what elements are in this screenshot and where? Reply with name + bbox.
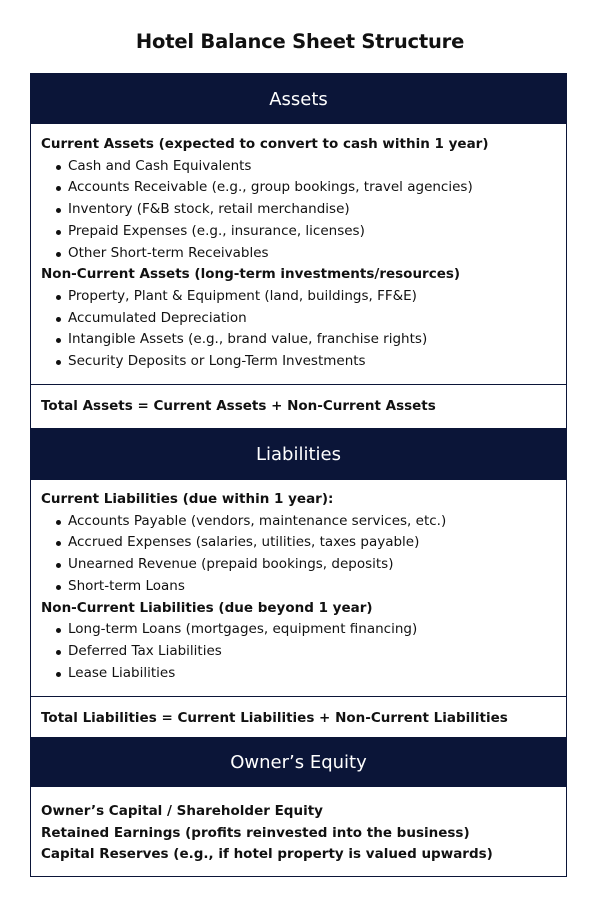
list-item: Accumulated Depreciation	[41, 308, 560, 330]
list-item: Short-term Loans	[41, 576, 560, 598]
equity-list	[41, 801, 560, 866]
list-item: Prepaid Expenses (e.g., insurance, licenses)	[41, 221, 560, 243]
list-item: Cash and Cash Equivalents	[41, 156, 560, 178]
equity-header: Owner’s Equity	[31, 737, 566, 787]
list-item: Accounts Receivable (e.g., group bookings, travel agencies)	[41, 177, 560, 199]
current-liabilities-heading: Current Liabilities (due within 1 year):	[41, 491, 334, 507]
current-assets-heading: Current Assets (expected to convert to cash within 1 year)	[41, 136, 489, 152]
divider	[31, 696, 566, 697]
total-assets: Total Assets = Current Assets + Non-Current Assets	[41, 398, 436, 414]
liabilities-list	[41, 489, 560, 684]
assets-list	[41, 134, 560, 373]
list-item: Long-term Loans (mortgages, equipment financing)	[41, 619, 560, 641]
list-item: Deferred Tax Liabilities	[41, 641, 560, 663]
assets-header: Assets	[31, 74, 566, 124]
page-title: Hotel Balance Sheet Structure	[135, 30, 465, 53]
non-current-liabilities-heading: Non-Current Liabilities (due beyond 1 year)	[41, 599, 373, 616]
current-assets-list	[41, 156, 560, 265]
list-item: Inventory (F&B stock, retail merchandise)	[41, 199, 560, 221]
liabilities-header: Liabilities	[31, 428, 566, 480]
non-current-assets-list	[41, 286, 560, 373]
equity-item: Owner’s Capital / Shareholder Equity	[41, 803, 323, 819]
list-item: Other Short-term Receivables	[41, 243, 560, 265]
list-item: Intangible Assets (e.g., brand value, franchise rights)	[41, 329, 560, 351]
non-current-assets-heading: Non-Current Assets (long-term investments/resources)	[41, 266, 461, 283]
list-item: Accounts Payable (vendors, maintenance services, etc.)	[41, 511, 560, 533]
equity-item: Capital Reserves (e.g., if hotel property is valued upwards)	[41, 846, 493, 863]
non-current-liabilities-list	[41, 619, 560, 684]
list-item: Lease Liabilities	[41, 663, 560, 685]
current-liabilities-list	[41, 511, 560, 598]
total-liabilities: Total Liabilities = Current Liabilities + Non-Current Liabilities	[41, 710, 508, 726]
list-item: Security Deposits or Long-Term Investments	[41, 351, 560, 373]
balance-sheet	[30, 73, 567, 877]
list-item: Property, Plant & Equipment (land, buildings, FF&E)	[41, 286, 560, 308]
equity-item: Retained Earnings (profits reinvested into the business)	[41, 824, 470, 841]
list-item: Unearned Revenue (prepaid bookings, deposits)	[41, 554, 560, 576]
divider	[31, 384, 566, 385]
list-item: Accrued Expenses (salaries, utilities, taxes payable)	[41, 532, 560, 554]
